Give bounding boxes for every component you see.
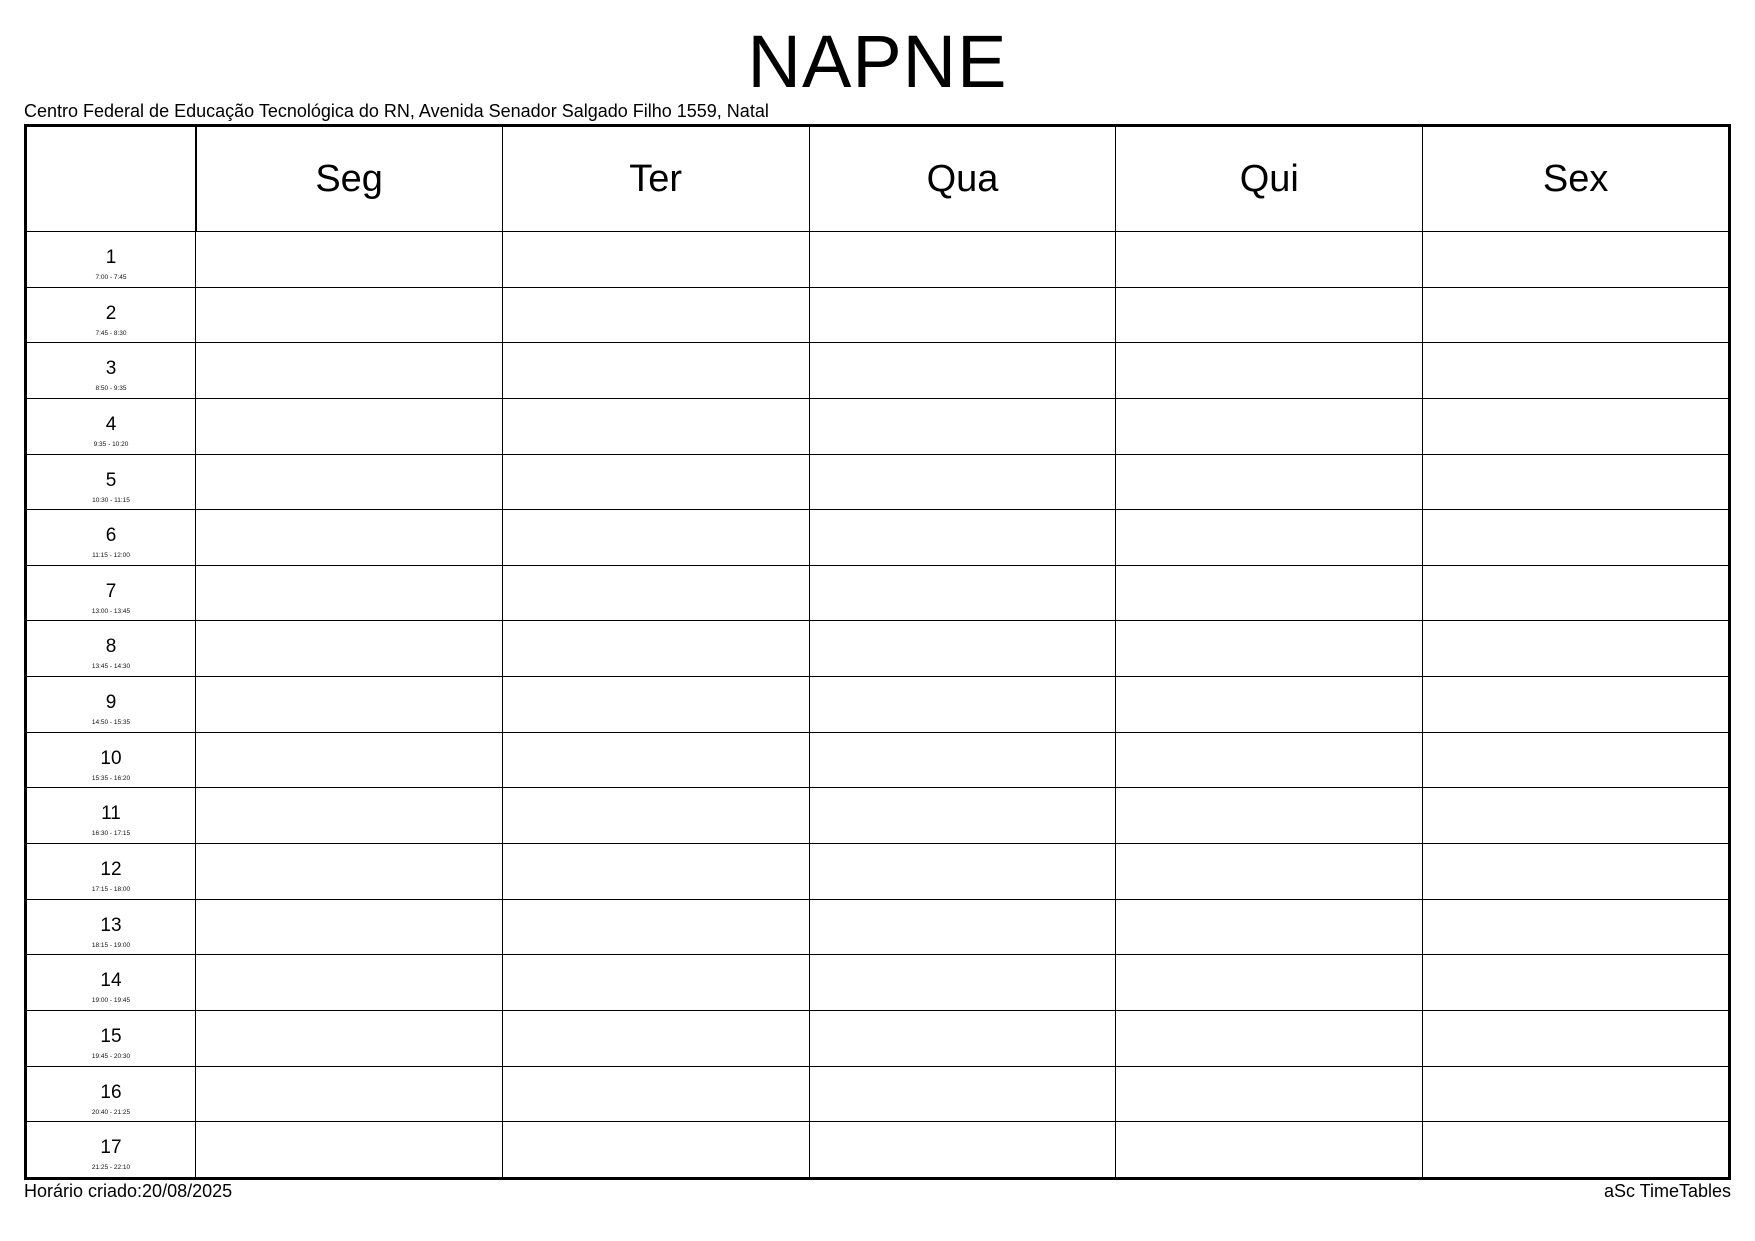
timetable-slot — [502, 510, 809, 566]
timetable-grid — [24, 124, 1731, 1180]
timetable-slot — [1423, 1010, 1730, 1066]
period-label-cell — [26, 844, 196, 900]
period-time: 7:00 - 7:45 — [95, 274, 127, 281]
period-row — [26, 510, 1730, 566]
period-row — [26, 398, 1730, 454]
timetable-slot — [809, 398, 1116, 454]
day-header-row — [26, 126, 1730, 232]
period-number: 12 — [100, 859, 122, 881]
timetable-slot — [502, 899, 809, 955]
period-number: 5 — [105, 469, 117, 491]
timetable-slot — [1116, 287, 1423, 343]
day-header-ter: Ter — [502, 126, 809, 232]
school-address: Centro Federal de Educação Tecnológica do RN, Avenida Senador Salgado Filho 1559, Natal — [24, 101, 769, 121]
timetable-slot — [196, 677, 503, 733]
timetable-slot — [196, 232, 503, 288]
period-time: 9:35 - 10:20 — [93, 440, 129, 448]
period-label-cell — [26, 732, 196, 788]
timetable-slot — [1423, 565, 1730, 621]
period-row — [26, 621, 1730, 677]
timetable-slot — [1423, 398, 1730, 454]
period-row — [26, 343, 1730, 399]
period-row — [26, 1066, 1730, 1122]
period-number: 14 — [100, 970, 122, 992]
period-number: 16 — [100, 1081, 122, 1103]
timetable-slot — [1116, 398, 1423, 454]
timetable-slot — [1116, 899, 1423, 955]
period-number: 7 — [105, 580, 117, 602]
period-label-cell — [26, 1010, 196, 1066]
period-row — [26, 1122, 1730, 1179]
period-time: 14:50 - 15:35 — [91, 719, 131, 727]
timetable-slot — [502, 844, 809, 900]
period-time: 15:35 - 16:20 — [91, 774, 131, 782]
period-label-cell — [26, 343, 196, 399]
period-time: 21:25 - 22:10 — [91, 1164, 131, 1172]
timetable-slot — [1116, 1122, 1423, 1179]
period-label-cell — [26, 398, 196, 454]
software-credit: aSc TimeTables — [1603, 1181, 1731, 1201]
period-label-cell — [26, 287, 196, 343]
timetable-slot — [502, 788, 809, 844]
timetable-slot — [1423, 621, 1730, 677]
period-time: 13:00 - 13:45 — [91, 607, 131, 615]
timetable-slot — [502, 1066, 809, 1122]
timetable-slot — [1423, 510, 1730, 566]
period-time: 16:30 - 17:15 — [91, 830, 131, 838]
timetable-slot — [502, 565, 809, 621]
timetable-slot — [1423, 343, 1730, 399]
period-time: 11:15 - 12:00 — [92, 552, 130, 560]
timetable-slot — [809, 343, 1116, 399]
timetable-slot — [1423, 788, 1730, 844]
timetable-slot — [809, 1066, 1116, 1122]
period-row — [26, 565, 1730, 621]
period-number: 9 — [105, 692, 117, 714]
timetable-slot — [809, 899, 1116, 955]
period-label-cell — [26, 677, 196, 733]
day-header-qua: Qua — [809, 126, 1116, 232]
period-row — [26, 899, 1730, 955]
timetable-slot — [502, 621, 809, 677]
timetable-slot — [196, 287, 503, 343]
period-label-cell — [26, 565, 196, 621]
period-number: 8 — [105, 636, 117, 658]
period-row — [26, 677, 1730, 733]
timetable-slot — [809, 454, 1116, 510]
period-row — [26, 454, 1730, 510]
corner-cell — [26, 126, 196, 232]
timetable-slot — [1423, 1122, 1730, 1179]
period-number: 17 — [100, 1137, 122, 1159]
timetable-slot — [196, 844, 503, 900]
timetable-slot — [196, 510, 503, 566]
period-time: 8:50 - 9:35 — [95, 385, 127, 393]
timetable-slot — [196, 955, 503, 1011]
timetable-slot — [1423, 844, 1730, 900]
timetable-slot — [1116, 732, 1423, 788]
period-time: 18:15 - 19:00 — [91, 941, 131, 949]
period-label-cell — [26, 232, 196, 288]
timetable-slot — [196, 788, 503, 844]
timetable-slot — [196, 1010, 503, 1066]
timetable-slot — [1116, 510, 1423, 566]
period-row — [26, 1010, 1730, 1066]
timetable-slot — [1116, 232, 1423, 288]
period-time: 20:40 - 21:25 — [91, 1108, 131, 1116]
timetable-slot — [1116, 677, 1423, 733]
period-number: 4 — [105, 413, 117, 435]
timetable-slot — [502, 1122, 809, 1179]
period-time: 13:45 - 14:30 — [91, 663, 131, 671]
period-row — [26, 955, 1730, 1011]
period-time: 17:15 - 18:00 — [91, 886, 131, 894]
period-number: 13 — [100, 914, 122, 936]
period-label-cell — [26, 1066, 196, 1122]
period-label-cell — [26, 788, 196, 844]
timetable-slot — [1116, 343, 1423, 399]
period-number: 1 — [105, 247, 117, 268]
timetable-slot — [196, 454, 503, 510]
timetable-slot — [809, 565, 1116, 621]
timetable-slot — [196, 621, 503, 677]
period-label-cell — [26, 510, 196, 566]
timetable-slot — [1423, 287, 1730, 343]
period-number: 3 — [105, 358, 117, 380]
period-time: 19:45 - 20:30 — [91, 1052, 131, 1060]
timetable-slot — [809, 955, 1116, 1011]
period-number: 15 — [100, 1025, 122, 1047]
timetable-slot — [1423, 955, 1730, 1011]
period-time: 7:45 - 8:30 — [95, 329, 127, 337]
period-label-cell — [26, 1122, 196, 1179]
timetable-slot — [809, 510, 1116, 566]
period-label-cell — [26, 899, 196, 955]
timetable-slot — [502, 287, 809, 343]
timetable-slot — [1116, 621, 1423, 677]
timetable-slot — [502, 398, 809, 454]
period-row — [26, 287, 1730, 343]
timetable-slot — [1423, 899, 1730, 955]
timetable-slot — [809, 677, 1116, 733]
timetable-slot — [809, 232, 1116, 288]
page-title: NAPNE — [747, 20, 1008, 103]
period-number: 2 — [105, 302, 117, 324]
timetable-slot — [196, 899, 503, 955]
timetable-slot — [502, 454, 809, 510]
timetable-slot — [809, 788, 1116, 844]
timetable-slot — [1423, 1066, 1730, 1122]
timetable-slot — [502, 1010, 809, 1066]
timetable-slot — [1423, 454, 1730, 510]
day-header-qui: Qui — [1116, 126, 1423, 232]
timetable-slot — [502, 232, 809, 288]
timetable-slot — [1116, 1010, 1423, 1066]
period-row — [26, 788, 1730, 844]
period-number: 11 — [101, 803, 121, 825]
timetable-slot — [809, 732, 1116, 788]
timetable-slot — [502, 955, 809, 1011]
period-label-cell — [26, 454, 196, 510]
day-header-sex: Sex — [1423, 126, 1730, 232]
timetable-slot — [502, 677, 809, 733]
timetable-slot — [1423, 732, 1730, 788]
timetable-slot — [196, 1122, 503, 1179]
timetable-slot — [809, 621, 1116, 677]
period-row — [26, 732, 1730, 788]
timetable-slot — [1423, 232, 1730, 288]
created-date: Horário criado:20/08/2025 — [24, 1181, 233, 1201]
timetable-slot — [1116, 955, 1423, 1011]
period-number: 10 — [100, 747, 122, 769]
period-time: 19:00 - 19:45 — [91, 997, 131, 1005]
timetable-slot — [1116, 454, 1423, 510]
timetable-slot — [196, 343, 503, 399]
timetable-slot — [1116, 1066, 1423, 1122]
timetable-slot — [196, 398, 503, 454]
period-label-cell — [26, 621, 196, 677]
timetable-slot — [809, 1122, 1116, 1179]
timetable-slot — [196, 732, 503, 788]
timetable-slot — [1116, 788, 1423, 844]
day-header-seg: Seg — [196, 126, 503, 232]
timetable-slot — [809, 844, 1116, 900]
timetable-slot — [809, 287, 1116, 343]
timetable-slot — [502, 732, 809, 788]
timetable-slot — [502, 343, 809, 399]
timetable-slot — [196, 1066, 503, 1122]
timetable-slot — [196, 565, 503, 621]
period-rows — [26, 232, 1730, 1179]
timetable-slot — [1116, 844, 1423, 900]
period-label-cell — [26, 955, 196, 1011]
timetable-slot — [1116, 565, 1423, 621]
timetable-slot — [1423, 677, 1730, 733]
timetable-slot — [809, 1010, 1116, 1066]
period-number: 6 — [105, 525, 117, 547]
period-row — [26, 232, 1730, 288]
period-row — [26, 844, 1730, 900]
period-time: 10:30 - 11:15 — [92, 496, 130, 504]
